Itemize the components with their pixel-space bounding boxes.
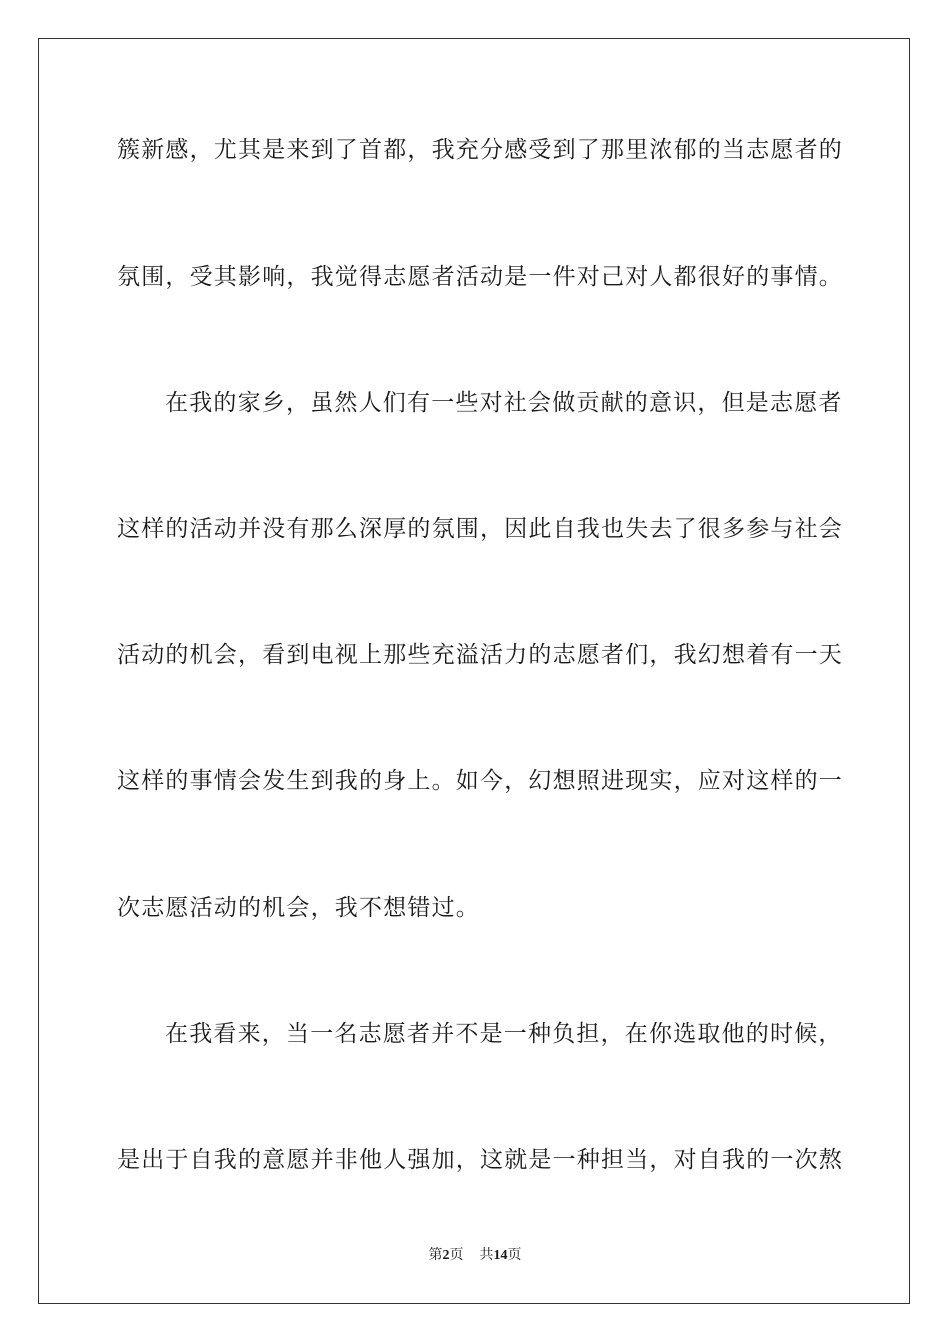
page-border [38, 38, 910, 1304]
page-footer [0, 1247, 950, 1265]
paragraph-last-line: 次志愿活动的机会，我不想错过。 [117, 895, 480, 921]
body-text-line: 活动的机会，看到电视上那些充溢活力的志愿者们，我幻想着有一天 [117, 642, 843, 668]
paragraph-first-line: 在我看来，当一名志愿者并不是一种负担，在你选取他的时候， [165, 1021, 843, 1047]
total-prefix: 共 [479, 1248, 494, 1263]
total-pages: 14 [493, 1248, 508, 1263]
page-number: 2 [442, 1248, 450, 1263]
page-prefix: 第 [428, 1248, 443, 1263]
paragraph-first-line: 在我的家乡，虽然人们有一些对社会做贡献的意识，但是志愿者 [165, 390, 843, 416]
total-suffix: 页 [507, 1248, 522, 1263]
body-text-line: 氛围，受其影响，我觉得志愿者活动是一件对己对人都很好的事情。 [117, 264, 843, 290]
body-text-line: 这样的活动并没有那么深厚的氛围，因此自我也失去了很多参与社会 [117, 516, 843, 542]
body-text-line: 簇新感，尤其是来到了首都，我充分感受到了那里浓郁的当志愿者的 [117, 137, 843, 163]
body-text-line: 是出于自我的意愿并非他人强加，这就是一种担当，对自我的一次熬 [117, 1147, 843, 1173]
body-text-line: 这样的事情会发生到我的身上。如今，幻想照进现实，应对这样的一 [117, 768, 843, 794]
page-suffix: 页 [449, 1248, 464, 1263]
